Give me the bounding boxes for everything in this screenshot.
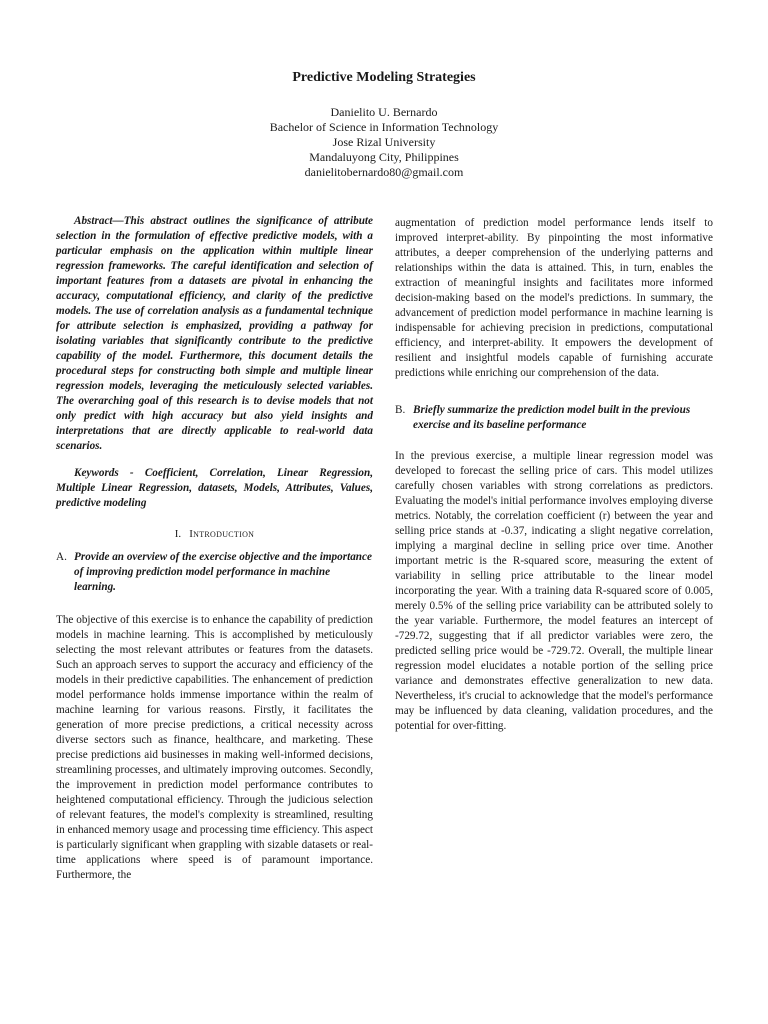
paragraph-previous-model: In the previous exercise, a multiple linear regression model was developed to forecast the selling price of cars. This model utilizes carefully chosen variables with strong correlations as predictors. Evaluating the model's initial performance involves employing diverse metrics. Notably, the correlation coefficient (r) between the year and selling price stands at -0.37, indicating a slight negative correlation, implying a marginal decline in selling price over time. Another important metric is the R-squared score, measuring the extent of variability in selling price attributable to the linear model incorporating the year. With a training data R-squared score of 0.005, merely 0.5% of the selling price variability can be attributed solely to the year variable. Furthermore, the model features an intercept of -729.72, suggesting that if all predictor variables were zero, the predicted selling price would be -729.72. Overall, the multiple linear regression model elucidates a notable portion of the selling price variance and demonstrates effective generalization to new data. Nevertheless, it's crucial to acknowledge that the model's performance may be influenced by data cleaning, validation procedures, and the potential for over-fitting. (395, 450, 713, 732)
subsection-heading-b (395, 403, 713, 433)
author-location: Mandaluyong City, Philippines (309, 150, 459, 164)
section-heading-introduction (56, 527, 373, 542)
section-title: Introduction (189, 528, 255, 540)
paragraph-objective-continued: augmentation of prediction model performance lends itself to improved interpret-ability. By pinpointing the most informative attributes, a deeper comprehension of the underlying patterns and relationships within the data is attained. This, in turn, enables the extraction of meaningful insights and facilitates more informed decision-making based on the model's predictions. In summary, the advancement of prediction model performance in machine learning is indispensable for achieving precision in predictions, computational efficiency, and interpret-ability. It empowers the development of resilient and insightful models capable of furnishing accurate predictions while enriching our comprehension of the data. (395, 217, 713, 379)
subsection-title: Briefly summarize the prediction model built in the previous exercise and its baseline performance (413, 404, 691, 431)
subsection-letter: A. (56, 551, 67, 563)
left-column (56, 214, 373, 883)
paragraph-objective: The objective of this exercise is to enhance the capability of prediction models in machine learning. This is accomplished by meticulously selecting the most relevant attributes or features from the datasets. Such an approach serves to support the accuracy and efficiency of the models in their predictive capabilities. The enhancement of prediction model performance holds immense importance within the realm of machine learning for various reasons. Firstly, it facilitates the generation of more precise predictions, a critical necessity across diverse sectors such as finance, healthcare, and marketing. These precise predictions aid businesses in making well-informed decisions, streamlining processes, and ultimately improving outcomes. Secondly, the improvement in prediction model performance contributes to heightened computational efficiency. Through the judicious selection of relevant features, the model's complexity is streamlined, resulting in enhanced memory usage and processing time efficiency. This aspect is particularly significant when grappling with sizable datasets or real-time applications where speed is of paramount importance. Furthermore, the (56, 614, 373, 881)
subsection-letter: B. (395, 404, 406, 416)
author-block (0, 105, 768, 180)
right-column (395, 216, 713, 734)
author-name: Danielito U. Bernardo (330, 105, 438, 119)
subsection-title: Provide an overview of the exercise objective and the importance of improving prediction model performance in machine learning. (74, 551, 372, 593)
paper-title: Predictive Modeling Strategies (292, 70, 476, 85)
author-email: danielitobernardo80@gmail.com (304, 165, 464, 179)
section-number: I. (174, 528, 182, 540)
author-university: Jose Rizal University (332, 135, 436, 149)
keywords: Keywords - Coefficient, Correlation, Linear Regression, Multiple Linear Regression, datasets, Models, Attributes, Values, predictive modeling (56, 467, 373, 509)
author-degree: Bachelor of Science in Information Technology (269, 120, 499, 134)
abstract: Abstract—This abstract outlines the significance of attribute selection in the formulation of effective predictive models, with a particular emphasis on the application within multiple linear regression frameworks. The careful identification and selection of important features from a datasets are pivotal in enhancing the accuracy, computational efficiency, and clarity of the predictive models. The use of correlation analysis as a fundamental technique for attribute selection is emphasized, providing a pathway for isolating variables that significantly contribute to the predictive capability of the model. Furthermore, this document details the procedural steps for constructing both simple and multiple linear regression models, leveraging the meticulously selected variables. The overarching goal of this research is to devise models that not only predict with high accuracy but also yield insights and interpretations that are directly applicable to real-world data scenarios. (56, 215, 373, 452)
subsection-heading-a (56, 550, 373, 595)
